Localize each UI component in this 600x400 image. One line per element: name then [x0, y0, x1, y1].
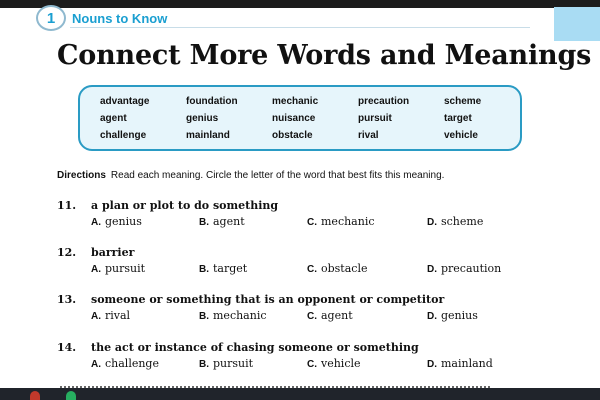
question-13 [57, 293, 557, 325]
section-divider [70, 27, 530, 28]
choice-c[interactable]: C. agent [307, 309, 353, 322]
question-text: barrier [91, 246, 135, 259]
word-bank-item: precaution [358, 96, 410, 107]
browser-icon[interactable] [30, 391, 40, 400]
word-bank-box [78, 85, 522, 151]
corner-color-tab [554, 7, 600, 41]
choice-a[interactable]: A. pursuit [91, 262, 146, 275]
answer-choices [57, 215, 557, 231]
app-icon[interactable] [66, 391, 76, 400]
word-bank-item: rival [358, 130, 379, 141]
choice-a[interactable]: A. rival [91, 309, 131, 322]
choice-a[interactable]: A. challenge [91, 357, 159, 370]
choice-d[interactable]: D. genius [427, 309, 478, 322]
word-bank-grid [100, 96, 524, 147]
word-bank-item: mechanic [272, 96, 319, 107]
question-11 [57, 199, 557, 231]
taskbar [0, 388, 600, 400]
word-bank-item: agent [100, 113, 127, 124]
answer-choices [57, 309, 557, 325]
word-bank-item: scheme [444, 96, 482, 107]
question-number: 13. [57, 293, 77, 306]
choice-d[interactable]: D. precaution [427, 262, 502, 275]
directions-label: Directions [57, 170, 106, 181]
word-bank-item: challenge [100, 130, 147, 141]
word-bank-item: nuisance [272, 113, 316, 124]
word-bank-item: obstacle [272, 130, 313, 141]
question-number: 11. [57, 199, 77, 212]
word-bank-item: foundation [186, 96, 238, 107]
choice-b[interactable]: B. target [199, 262, 248, 275]
word-bank-item: genius [186, 113, 219, 124]
choice-b[interactable]: B. mechanic [199, 309, 267, 322]
choice-d[interactable]: D. scheme [427, 215, 484, 228]
question-text: someone or something that is an opponent or competitor [91, 293, 445, 306]
directions-text: Read each meaning. Circle the letter of the word that best fits this meaning. [110, 170, 445, 181]
question-number: 12. [57, 246, 77, 259]
answer-choices [57, 262, 557, 278]
choice-b[interactable]: B. pursuit [199, 357, 254, 370]
question-14 [57, 341, 557, 373]
page-title: Connect More Words and Meanings [57, 40, 592, 71]
question-12 [57, 246, 557, 278]
word-bank-item: advantage [100, 96, 150, 107]
choice-c[interactable]: C. obstacle [307, 262, 368, 275]
choice-b[interactable]: B. agent [199, 215, 245, 228]
choice-d[interactable]: D. mainland [427, 357, 493, 370]
section-number-badge: 1 [36, 5, 66, 31]
question-text: the act or instance of chasing someone or something [91, 341, 419, 354]
word-bank-item: target [444, 113, 472, 124]
section-title: Nouns to Know [72, 10, 168, 26]
question-text: a plan or plot to do something [91, 199, 279, 212]
choice-a[interactable]: A. genius [91, 215, 142, 228]
word-bank-item: vehicle [444, 130, 478, 141]
question-number: 14. [57, 341, 77, 354]
directions [57, 170, 444, 181]
choice-c[interactable]: C. mechanic [307, 215, 375, 228]
choice-c[interactable]: C. vehicle [307, 357, 361, 370]
word-bank-item: pursuit [358, 113, 392, 124]
answer-choices [57, 357, 557, 373]
word-bank-item: mainland [186, 130, 230, 141]
